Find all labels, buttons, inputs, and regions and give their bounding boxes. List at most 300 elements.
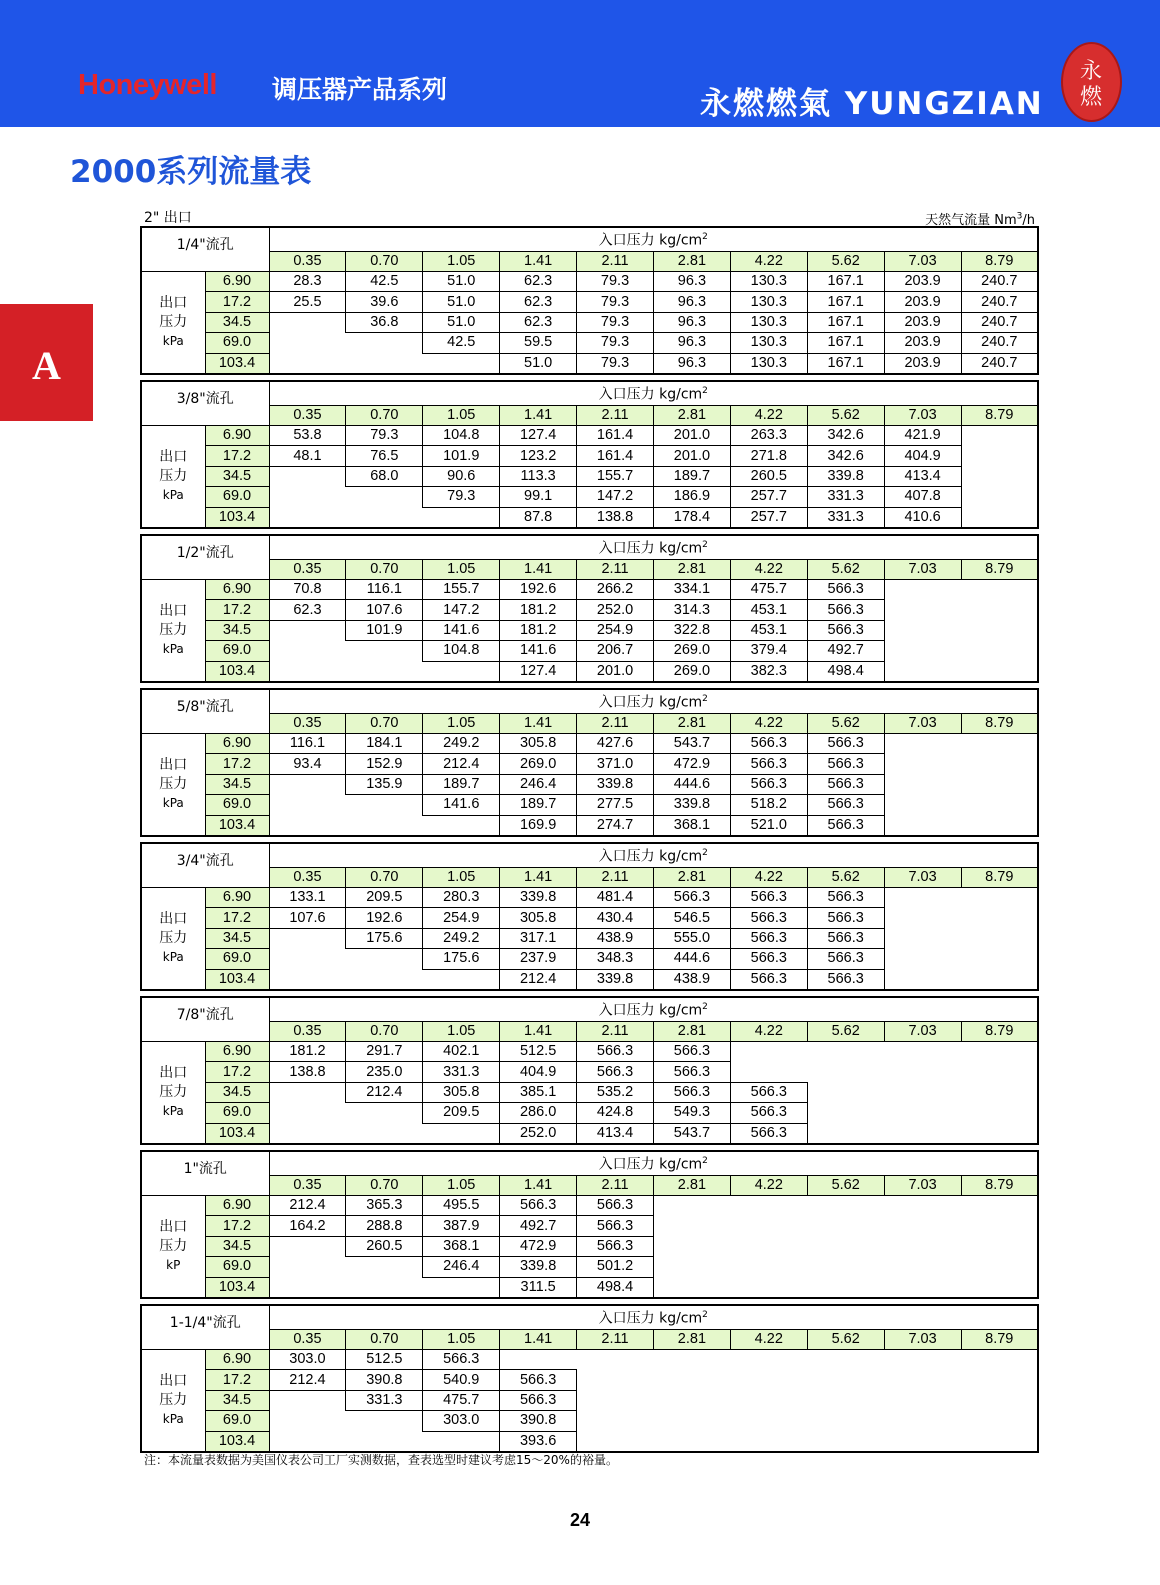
flow-cell: 257.7	[730, 507, 807, 528]
inlet-pressure-header	[269, 843, 1038, 867]
footnote: 注：本流量表数据为美国仪表公司工厂实测数据，查表选型时建议考虑15～20%的裕量。	[144, 1453, 618, 1467]
outlet-pressure-label-line: 压力	[159, 1392, 188, 1409]
outlet-pressure-value: 17.2	[205, 600, 269, 620]
flow-cell: 368.1	[653, 815, 730, 836]
outlet-pressure-value: 34.5	[205, 466, 269, 486]
table-row	[141, 815, 1038, 836]
flow-cell	[346, 507, 423, 528]
flow-cell: 135.9	[346, 774, 423, 794]
flow-cell	[346, 795, 423, 815]
flow-cell: 566.3	[653, 1062, 730, 1082]
flow-cell: 305.8	[500, 734, 577, 754]
flow-cell: 501.2	[577, 1257, 654, 1277]
flow-cell: 492.7	[500, 1216, 577, 1236]
table-row	[141, 292, 1038, 312]
inlet-pressure-value: 1.05	[423, 867, 500, 887]
flow-cell: 51.0	[423, 292, 500, 312]
flow-cell: 543.7	[653, 1123, 730, 1144]
orifice-size: 7/8"流孔	[141, 997, 269, 1042]
flow-cell: 566.3	[807, 815, 884, 836]
inlet-pressure-value: 2.81	[653, 559, 730, 579]
flow-cell	[346, 487, 423, 507]
flow-cell: 116.1	[346, 580, 423, 600]
flow-cell: 76.5	[346, 446, 423, 466]
flow-cell: 339.8	[577, 774, 654, 794]
flow-cell: 495.5	[423, 1196, 500, 1216]
outlet-size-label: 2" 出口	[144, 210, 192, 226]
flow-cell	[961, 949, 1038, 969]
inlet-pressure-header	[269, 689, 1038, 713]
flow-cell: 201.0	[577, 661, 654, 682]
flow-cell: 305.8	[423, 1082, 500, 1102]
flow-cell	[653, 1216, 730, 1236]
table-row	[141, 1062, 1038, 1082]
outlet-pressure-label-line: 压力	[159, 776, 188, 793]
flow-cell: 257.7	[730, 487, 807, 507]
flow-cell	[730, 1390, 807, 1410]
flow-cell: 566.3	[653, 1082, 730, 1102]
flow-cell: 566.3	[730, 1082, 807, 1102]
flow-cell: 141.6	[500, 641, 577, 661]
flow-cell: 424.8	[577, 1103, 654, 1123]
flow-cell: 62.3	[269, 600, 346, 620]
table-row	[141, 426, 1038, 446]
flow-cell: 263.3	[730, 426, 807, 446]
inlet-pressure-value: 0.70	[346, 867, 423, 887]
inlet-pressure-value: 1.41	[500, 251, 577, 271]
inlet-pressure-value: 2.11	[577, 559, 654, 579]
flow-cell	[961, 1103, 1038, 1123]
flow-cell	[653, 1411, 730, 1431]
outlet-pressure-label-line: kPa	[162, 488, 184, 503]
outlet-pressure-value: 103.4	[205, 661, 269, 682]
flow-cell	[730, 1042, 807, 1062]
flow-cell: 566.3	[807, 928, 884, 948]
flow-cell: 39.6	[346, 292, 423, 312]
flow-cell: 201.0	[653, 426, 730, 446]
outlet-pressure-label-line: kPa	[162, 1104, 184, 1119]
table-row	[141, 641, 1038, 661]
flow-cell	[423, 507, 500, 528]
inlet-pressure-value: 0.70	[346, 405, 423, 425]
flow-cell: 107.6	[269, 908, 346, 928]
flow-cell: 175.6	[423, 949, 500, 969]
inlet-pressure-value: 4.22	[730, 1329, 807, 1349]
table-row	[141, 600, 1038, 620]
outlet-pressure-value: 17.2	[205, 1370, 269, 1390]
outlet-pressure-value: 69.0	[205, 949, 269, 969]
flow-cell: 167.1	[807, 312, 884, 332]
flow-cell: 209.5	[346, 888, 423, 908]
flow-cell: 566.3	[807, 795, 884, 815]
flow-cell: 130.3	[730, 272, 807, 292]
inlet-pressure-unit-sup: 2	[702, 540, 708, 550]
flow-cell: 70.8	[269, 580, 346, 600]
flow-cell: 138.8	[269, 1062, 346, 1082]
flow-cell: 203.9	[884, 312, 961, 332]
outlet-pressure-value: 17.2	[205, 1062, 269, 1082]
flow-cell	[269, 641, 346, 661]
flow-cell	[807, 1411, 884, 1431]
inlet-pressure-value: 2.11	[577, 1329, 654, 1349]
flow-cell: 274.7	[577, 815, 654, 836]
table-row	[141, 908, 1038, 928]
flow-cell	[961, 1062, 1038, 1082]
flow-cell: 164.2	[269, 1216, 346, 1236]
outlet-pressure-label-line: 出口	[159, 295, 188, 312]
inlet-pressure-value: 8.79	[961, 1175, 1038, 1195]
flow-cell	[269, 353, 346, 374]
flow-cell: 365.3	[346, 1196, 423, 1216]
inlet-pressure-value: 0.35	[269, 713, 346, 733]
outlet-pressure-value: 34.5	[205, 1082, 269, 1102]
flow-cell	[269, 1411, 346, 1431]
flow-cell: 481.4	[577, 888, 654, 908]
outlet-pressure-value: 6.90	[205, 580, 269, 600]
inlet-pressure-value: 8.79	[961, 713, 1038, 733]
outlet-pressure-label	[141, 580, 205, 682]
flow-cell	[961, 1431, 1038, 1452]
flow-cell	[884, 1350, 961, 1370]
flow-cell	[961, 620, 1038, 640]
flow-cell	[884, 620, 961, 640]
flow-cell: 331.3	[346, 1390, 423, 1410]
flow-cell: 181.2	[500, 600, 577, 620]
flow-cell: 566.3	[730, 949, 807, 969]
flow-cell: 79.3	[577, 353, 654, 374]
flow-cell	[269, 661, 346, 682]
flow-cell: 348.3	[577, 949, 654, 969]
outlet-pressure-value: 103.4	[205, 507, 269, 528]
inlet-pressure-value: 0.70	[346, 713, 423, 733]
flow-cell: 269.0	[653, 641, 730, 661]
flow-cell	[269, 507, 346, 528]
flow-cell: 116.1	[269, 734, 346, 754]
flow-table	[140, 1304, 1039, 1453]
inlet-pressure-value: 1.41	[500, 1021, 577, 1041]
orifice-size: 3/4"流孔	[141, 843, 269, 888]
flow-cell	[807, 1350, 884, 1370]
svg-text:燃: 燃	[1079, 85, 1103, 110]
flow-cell	[884, 1196, 961, 1216]
flow-cell	[269, 1277, 346, 1298]
flow-cell: 212.4	[500, 969, 577, 990]
orifice-size: 3/8"流孔	[141, 381, 269, 426]
table-row	[141, 1431, 1038, 1452]
flow-cell: 404.9	[884, 446, 961, 466]
flow-cell: 286.0	[500, 1103, 577, 1123]
flow-cell	[423, 1277, 500, 1298]
page-number: 24	[569, 1510, 591, 1530]
flow-cell	[961, 888, 1038, 908]
table-row	[141, 928, 1038, 948]
flow-cell: 387.9	[423, 1216, 500, 1236]
inlet-pressure-value: 8.79	[961, 251, 1038, 271]
flow-cell: 342.6	[807, 426, 884, 446]
flow-cell: 512.5	[346, 1350, 423, 1370]
flow-cell	[807, 1196, 884, 1216]
outlet-pressure-value: 69.0	[205, 641, 269, 661]
outlet-pressure-value: 34.5	[205, 312, 269, 332]
flow-cell: 566.3	[807, 620, 884, 640]
series-title: 调压器产品系列	[272, 75, 448, 104]
flow-table	[140, 534, 1039, 683]
outlet-pressure-value: 6.90	[205, 426, 269, 446]
flow-cell: 93.4	[269, 754, 346, 774]
flow-cell: 566.3	[807, 888, 884, 908]
inlet-pressure-unit-sup: 2	[702, 1156, 708, 1166]
inlet-pressure-value: 2.11	[577, 867, 654, 887]
outlet-pressure-label	[141, 1042, 205, 1144]
outlet-pressure-label	[141, 1350, 205, 1452]
flow-cell	[807, 1236, 884, 1256]
inlet-pressure-value: 0.35	[269, 251, 346, 271]
flow-cell	[269, 1431, 346, 1452]
outlet-pressure-label-line: kPa	[162, 1412, 184, 1427]
inlet-pressure-value: 0.35	[269, 1329, 346, 1349]
inlet-pressure-value: 2.81	[653, 867, 730, 887]
flow-cell	[269, 1257, 346, 1277]
flow-cell: 130.3	[730, 353, 807, 374]
table-row	[141, 333, 1038, 353]
flow-cell: 254.9	[577, 620, 654, 640]
flow-cell: 407.8	[884, 487, 961, 507]
flow-cell: 36.8	[346, 312, 423, 332]
flow-cell: 453.1	[730, 620, 807, 640]
flow-cell: 368.1	[423, 1236, 500, 1256]
flow-table	[140, 996, 1039, 1145]
flow-cell	[807, 1216, 884, 1236]
flow-cell: 53.8	[269, 426, 346, 446]
inlet-pressure-value: 5.62	[807, 867, 884, 887]
flow-cell	[730, 1411, 807, 1431]
flow-cell: 28.3	[269, 272, 346, 292]
flow-cell: 130.3	[730, 333, 807, 353]
table-row	[141, 734, 1038, 754]
orifice-size: 1"流孔	[141, 1151, 269, 1196]
flow-cell	[961, 1123, 1038, 1144]
flow-cell: 311.5	[500, 1277, 577, 1298]
inlet-pressure-value: 2.11	[577, 1175, 654, 1195]
flow-cell	[961, 1042, 1038, 1062]
flow-cell	[961, 600, 1038, 620]
outlet-pressure-value: 17.2	[205, 1216, 269, 1236]
flow-cell	[730, 1257, 807, 1277]
flow-cell: 79.3	[577, 333, 654, 353]
inlet-pressure-unit-sup: 2	[702, 848, 708, 858]
inlet-pressure-value: 5.62	[807, 251, 884, 271]
flow-cell: 192.6	[346, 908, 423, 928]
flow-cell: 566.3	[807, 600, 884, 620]
flow-cell: 390.8	[346, 1370, 423, 1390]
flow-cell	[730, 1236, 807, 1256]
flow-table	[140, 842, 1039, 991]
flow-cell: 51.0	[423, 312, 500, 332]
flow-cell: 371.0	[577, 754, 654, 774]
outlet-pressure-value: 6.90	[205, 272, 269, 292]
flow-cell	[653, 1257, 730, 1277]
flow-cell: 152.9	[346, 754, 423, 774]
flow-cell: 339.8	[653, 795, 730, 815]
inlet-pressure-value: 0.70	[346, 251, 423, 271]
flow-cell: 246.4	[423, 1257, 500, 1277]
inlet-pressure-label: 入口压力 kg/cm	[598, 386, 703, 403]
flow-cell	[807, 1277, 884, 1298]
inlet-pressure-value: 4.22	[730, 713, 807, 733]
inlet-pressure-value: 1.41	[500, 405, 577, 425]
flow-cell	[577, 1390, 654, 1410]
inlet-pressure-value: 0.70	[346, 1329, 423, 1349]
flow-cell	[269, 1103, 346, 1123]
inlet-pressure-label: 入口压力 kg/cm	[598, 1156, 703, 1173]
flow-cell: 453.1	[730, 600, 807, 620]
outlet-pressure-label-line: kPa	[162, 334, 184, 349]
table-row	[141, 353, 1038, 374]
flow-cell	[961, 1350, 1038, 1370]
flow-cell	[884, 1370, 961, 1390]
flow-cell: 334.1	[653, 580, 730, 600]
flow-cell: 240.7	[961, 353, 1038, 374]
flow-cell: 566.3	[730, 1103, 807, 1123]
inlet-pressure-value: 4.22	[730, 559, 807, 579]
flow-cell: 566.3	[500, 1196, 577, 1216]
flow-cell: 138.8	[577, 507, 654, 528]
flow-cell	[884, 1082, 961, 1102]
inlet-pressure-value: 1.41	[500, 867, 577, 887]
flow-cell	[577, 1431, 654, 1452]
flow-cell	[961, 1411, 1038, 1431]
flow-cell	[961, 908, 1038, 928]
flow-cell: 167.1	[807, 353, 884, 374]
inlet-pressure-value: 4.22	[730, 1021, 807, 1041]
flow-cell: 512.5	[500, 1042, 577, 1062]
table-row	[141, 487, 1038, 507]
outlet-pressure-value: 103.4	[205, 1123, 269, 1144]
inlet-pressure-value: 8.79	[961, 1021, 1038, 1041]
flow-cell	[884, 1431, 961, 1452]
flow-cell: 141.6	[423, 795, 500, 815]
flow-cell: 186.9	[653, 487, 730, 507]
table-row	[141, 1042, 1038, 1062]
flow-cell: 254.9	[423, 908, 500, 928]
flow-cell: 566.3	[807, 580, 884, 600]
flow-cell: 421.9	[884, 426, 961, 446]
inlet-pressure-value: 0.70	[346, 559, 423, 579]
inlet-pressure-label: 入口压力 kg/cm	[598, 694, 703, 711]
flow-cell: 566.3	[500, 1370, 577, 1390]
flow-cell	[730, 1350, 807, 1370]
flow-cell: 133.1	[269, 888, 346, 908]
table-row	[141, 580, 1038, 600]
outlet-pressure-label	[141, 888, 205, 990]
flow-cell: 566.3	[807, 734, 884, 754]
flow-cell: 269.0	[653, 661, 730, 682]
inlet-pressure-value: 1.05	[423, 405, 500, 425]
table-row	[141, 620, 1038, 640]
flow-cell: 252.0	[577, 600, 654, 620]
flow-cell	[961, 507, 1038, 528]
inlet-pressure-value: 2.81	[653, 1329, 730, 1349]
inlet-pressure-value: 0.35	[269, 1175, 346, 1195]
flow-cell: 62.3	[500, 292, 577, 312]
inlet-pressure-value: 1.05	[423, 1021, 500, 1041]
flow-cell	[961, 1216, 1038, 1236]
inlet-pressure-value: 2.81	[653, 713, 730, 733]
flow-cell	[269, 815, 346, 836]
flow-cell: 498.4	[577, 1277, 654, 1298]
flow-cell: 181.2	[269, 1042, 346, 1062]
flow-cell: 475.7	[423, 1390, 500, 1410]
brand-logo: Honeywell	[78, 69, 217, 101]
flow-cell: 566.3	[807, 908, 884, 928]
flow-cell	[423, 1123, 500, 1144]
inlet-pressure-value: 0.70	[346, 1021, 423, 1041]
inlet-pressure-value: 7.03	[884, 1021, 961, 1041]
flow-cell: 155.7	[577, 466, 654, 486]
inlet-pressure-value: 0.70	[346, 1175, 423, 1195]
inlet-pressure-header	[269, 227, 1038, 251]
inlet-pressure-value: 2.81	[653, 405, 730, 425]
flow-cell: 249.2	[423, 734, 500, 754]
flow-cell	[346, 949, 423, 969]
inlet-pressure-value: 1.05	[423, 713, 500, 733]
outlet-pressure-label-line: 出口	[159, 757, 188, 774]
flow-cell: 240.7	[961, 312, 1038, 332]
flow-cell: 123.2	[500, 446, 577, 466]
table-row	[141, 1257, 1038, 1277]
flow-cell: 212.4	[423, 754, 500, 774]
flow-cell: 203.9	[884, 333, 961, 353]
flow-cell	[884, 969, 961, 990]
flow-unit-tail: /h	[1022, 213, 1035, 228]
flow-cell: 169.9	[500, 815, 577, 836]
inlet-pressure-label: 入口压力 kg/cm	[598, 232, 703, 249]
inlet-pressure-value: 2.81	[653, 251, 730, 271]
flow-cell: 79.3	[346, 426, 423, 446]
flow-cell: 96.3	[653, 272, 730, 292]
inlet-pressure-value: 2.11	[577, 251, 654, 271]
flow-cell: 566.3	[653, 1042, 730, 1062]
outlet-pressure-label-line: 压力	[159, 468, 188, 485]
flow-cell	[346, 1123, 423, 1144]
inlet-pressure-value: 5.62	[807, 405, 884, 425]
flow-cell: 212.4	[269, 1370, 346, 1390]
flow-cell: 518.2	[730, 795, 807, 815]
flow-cell	[269, 333, 346, 353]
flow-cell: 59.5	[500, 333, 577, 353]
flow-cell: 48.1	[269, 446, 346, 466]
flow-cell: 566.3	[730, 1123, 807, 1144]
flow-cell: 498.4	[807, 661, 884, 682]
outlet-pressure-label-line: 出口	[159, 449, 188, 466]
flow-cell: 209.5	[423, 1103, 500, 1123]
flow-unit-sup: 3	[1016, 211, 1023, 222]
flow-cell: 96.3	[653, 333, 730, 353]
flow-cell	[346, 641, 423, 661]
flow-cell: 147.2	[577, 487, 654, 507]
inlet-pressure-unit-sup: 2	[702, 232, 708, 242]
table-row	[141, 888, 1038, 908]
flow-cell: 201.0	[653, 446, 730, 466]
flow-cell	[653, 1350, 730, 1370]
flow-cell: 331.3	[807, 487, 884, 507]
inlet-pressure-value: 5.62	[807, 559, 884, 579]
flow-cell: 521.0	[730, 815, 807, 836]
outlet-pressure-label-line: 出口	[159, 603, 188, 620]
flow-cell	[269, 620, 346, 640]
flow-cell	[884, 949, 961, 969]
flow-cell	[961, 795, 1038, 815]
